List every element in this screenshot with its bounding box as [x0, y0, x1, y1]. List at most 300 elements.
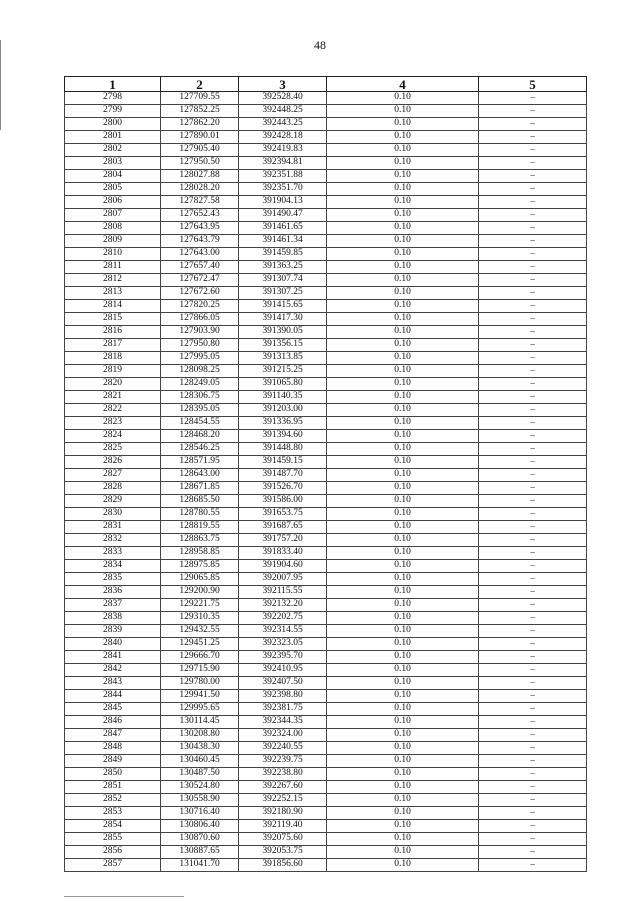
- point-number-cell: 2855: [65, 833, 161, 846]
- table-row: [65, 742, 587, 755]
- accuracy-cell: 0.10: [327, 287, 479, 300]
- note-cell: –: [479, 599, 587, 612]
- x-coordinate-cell: 130558.90: [161, 794, 239, 807]
- x-coordinate-cell: 129941.50: [161, 690, 239, 703]
- point-number-cell: 2808: [65, 222, 161, 235]
- x-coordinate-cell: 128098.25: [161, 365, 239, 378]
- accuracy-cell: 0.10: [327, 456, 479, 469]
- table-row: [65, 677, 587, 690]
- y-coordinate-cell: 392240.55: [239, 742, 327, 755]
- table-row: [65, 261, 587, 274]
- note-cell: –: [479, 235, 587, 248]
- scan-edge-mark: [0, 40, 1, 130]
- accuracy-cell: 0.10: [327, 846, 479, 859]
- note-cell: –: [479, 807, 587, 820]
- x-coordinate-cell: 127905.40: [161, 144, 239, 157]
- note-cell: –: [479, 274, 587, 287]
- table-header-row: [65, 77, 587, 92]
- note-cell: –: [479, 508, 587, 521]
- column-header-4: 4: [327, 77, 479, 92]
- point-number-cell: 2829: [65, 495, 161, 508]
- x-coordinate-cell: 129200.90: [161, 586, 239, 599]
- accuracy-cell: 0.10: [327, 222, 479, 235]
- accuracy-cell: 0.10: [327, 261, 479, 274]
- note-cell: –: [479, 703, 587, 716]
- x-coordinate-cell: 127827.58: [161, 196, 239, 209]
- accuracy-cell: 0.10: [327, 690, 479, 703]
- y-coordinate-cell: 392324.00: [239, 729, 327, 742]
- x-coordinate-cell: 130114.45: [161, 716, 239, 729]
- table-row: [65, 690, 587, 703]
- note-cell: –: [479, 820, 587, 833]
- table-row: [65, 599, 587, 612]
- x-coordinate-cell: 128468.20: [161, 430, 239, 443]
- note-cell: –: [479, 131, 587, 144]
- x-coordinate-cell: 130208.80: [161, 729, 239, 742]
- point-number-cell: 2841: [65, 651, 161, 664]
- point-number-cell: 2804: [65, 170, 161, 183]
- table-row: [65, 820, 587, 833]
- note-cell: –: [479, 521, 587, 534]
- accuracy-cell: 0.10: [327, 404, 479, 417]
- point-number-cell: 2831: [65, 521, 161, 534]
- y-coordinate-cell: 392202.75: [239, 612, 327, 625]
- table-row: [65, 781, 587, 794]
- y-coordinate-cell: 392323.05: [239, 638, 327, 651]
- y-coordinate-cell: 391215.25: [239, 365, 327, 378]
- accuracy-cell: 0.10: [327, 209, 479, 222]
- x-coordinate-cell: 128027.88: [161, 170, 239, 183]
- note-cell: –: [479, 261, 587, 274]
- point-number-cell: 2848: [65, 742, 161, 755]
- point-number-cell: 2832: [65, 534, 161, 547]
- x-coordinate-cell: 130460.45: [161, 755, 239, 768]
- accuracy-cell: 0.10: [327, 326, 479, 339]
- note-cell: –: [479, 794, 587, 807]
- table-row: [65, 183, 587, 196]
- note-cell: –: [479, 482, 587, 495]
- table-row: [65, 131, 587, 144]
- note-cell: –: [479, 378, 587, 391]
- note-cell: –: [479, 118, 587, 131]
- accuracy-cell: 0.10: [327, 157, 479, 170]
- x-coordinate-cell: 128395.05: [161, 404, 239, 417]
- table-row: [65, 807, 587, 820]
- point-number-cell: 2850: [65, 768, 161, 781]
- note-cell: –: [479, 495, 587, 508]
- note-cell: –: [479, 573, 587, 586]
- x-coordinate-cell: 129780.00: [161, 677, 239, 690]
- point-number-cell: 2814: [65, 300, 161, 313]
- point-number-cell: 2854: [65, 820, 161, 833]
- x-coordinate-cell: 129310.35: [161, 612, 239, 625]
- y-coordinate-cell: 391757.20: [239, 534, 327, 547]
- table-row: [65, 209, 587, 222]
- table-row: [65, 469, 587, 482]
- point-number-cell: 2846: [65, 716, 161, 729]
- y-coordinate-cell: 392407.50: [239, 677, 327, 690]
- table-row: [65, 729, 587, 742]
- note-cell: –: [479, 196, 587, 209]
- point-number-cell: 2800: [65, 118, 161, 131]
- y-coordinate-cell: 392351.88: [239, 170, 327, 183]
- y-coordinate-cell: 392443.25: [239, 118, 327, 131]
- x-coordinate-cell: 129221.75: [161, 599, 239, 612]
- note-cell: –: [479, 729, 587, 742]
- x-coordinate-cell: 127820.25: [161, 300, 239, 313]
- x-coordinate-cell: 127643.95: [161, 222, 239, 235]
- x-coordinate-cell: 129432.55: [161, 625, 239, 638]
- table-row: [65, 521, 587, 534]
- y-coordinate-cell: 391065.80: [239, 378, 327, 391]
- point-number-cell: 2810: [65, 248, 161, 261]
- accuracy-cell: 0.10: [327, 638, 479, 651]
- table-row: [65, 157, 587, 170]
- table-row: [65, 651, 587, 664]
- y-coordinate-cell: 392252.15: [239, 794, 327, 807]
- y-coordinate-cell: 392448.25: [239, 105, 327, 118]
- table-row: [65, 391, 587, 404]
- table-row: [65, 755, 587, 768]
- y-coordinate-cell: 391336.95: [239, 417, 327, 430]
- point-number-cell: 2821: [65, 391, 161, 404]
- x-coordinate-cell: 128863.75: [161, 534, 239, 547]
- y-coordinate-cell: 392410.95: [239, 664, 327, 677]
- accuracy-cell: 0.10: [327, 807, 479, 820]
- x-coordinate-cell: 127643.79: [161, 235, 239, 248]
- point-number-cell: 2835: [65, 573, 161, 586]
- y-coordinate-cell: 392075.60: [239, 833, 327, 846]
- accuracy-cell: 0.10: [327, 599, 479, 612]
- accuracy-cell: 0.10: [327, 547, 479, 560]
- accuracy-cell: 0.10: [327, 794, 479, 807]
- table-row: [65, 508, 587, 521]
- note-cell: –: [479, 469, 587, 482]
- point-number-cell: 2823: [65, 417, 161, 430]
- point-number-cell: 2828: [65, 482, 161, 495]
- y-coordinate-cell: 391417.30: [239, 313, 327, 326]
- table-row: [65, 430, 587, 443]
- y-coordinate-cell: 392314.55: [239, 625, 327, 638]
- table-row: [65, 768, 587, 781]
- x-coordinate-cell: 127950.80: [161, 339, 239, 352]
- y-coordinate-cell: 391356.15: [239, 339, 327, 352]
- x-coordinate-cell: 127643.00: [161, 248, 239, 261]
- x-coordinate-cell: 130806.40: [161, 820, 239, 833]
- x-coordinate-cell: 129451.25: [161, 638, 239, 651]
- y-coordinate-cell: 391307.25: [239, 287, 327, 300]
- accuracy-cell: 0.10: [327, 482, 479, 495]
- table-row: [65, 287, 587, 300]
- x-coordinate-cell: 127950.50: [161, 157, 239, 170]
- y-coordinate-cell: 392381.75: [239, 703, 327, 716]
- table-row: [65, 716, 587, 729]
- y-coordinate-cell: 391487.70: [239, 469, 327, 482]
- table-row: [65, 339, 587, 352]
- x-coordinate-cell: 128306.75: [161, 391, 239, 404]
- x-coordinate-cell: 128819.55: [161, 521, 239, 534]
- note-cell: –: [479, 560, 587, 573]
- table-row: [65, 378, 587, 391]
- column-header-3: 3: [239, 77, 327, 92]
- accuracy-cell: 0.10: [327, 105, 479, 118]
- point-number-cell: 2827: [65, 469, 161, 482]
- x-coordinate-cell: 130524.80: [161, 781, 239, 794]
- y-coordinate-cell: 391461.34: [239, 235, 327, 248]
- note-cell: –: [479, 300, 587, 313]
- accuracy-cell: 0.10: [327, 560, 479, 573]
- note-cell: –: [479, 781, 587, 794]
- point-number-cell: 2803: [65, 157, 161, 170]
- point-number-cell: 2834: [65, 560, 161, 573]
- point-number-cell: 2851: [65, 781, 161, 794]
- table-row: [65, 352, 587, 365]
- point-number-cell: 2812: [65, 274, 161, 287]
- page-number: 48: [314, 38, 326, 52]
- point-number-cell: 2824: [65, 430, 161, 443]
- note-cell: –: [479, 404, 587, 417]
- note-cell: –: [479, 287, 587, 300]
- table-row: [65, 404, 587, 417]
- y-coordinate-cell: 392398.80: [239, 690, 327, 703]
- point-number-cell: 2839: [65, 625, 161, 638]
- note-cell: –: [479, 534, 587, 547]
- column-header-1: 1: [65, 77, 161, 92]
- note-cell: –: [479, 716, 587, 729]
- x-coordinate-cell: 127657.40: [161, 261, 239, 274]
- note-cell: –: [479, 365, 587, 378]
- table-row: [65, 482, 587, 495]
- table-row: [65, 274, 587, 287]
- note-cell: –: [479, 690, 587, 703]
- x-coordinate-cell: 128571.95: [161, 456, 239, 469]
- accuracy-cell: 0.10: [327, 495, 479, 508]
- y-coordinate-cell: 391586.00: [239, 495, 327, 508]
- point-number-cell: 2815: [65, 313, 161, 326]
- y-coordinate-cell: 391140.35: [239, 391, 327, 404]
- table-row: [65, 560, 587, 573]
- accuracy-cell: 0.10: [327, 391, 479, 404]
- column-header-2: 2: [161, 77, 239, 92]
- y-coordinate-cell: 392419.83: [239, 144, 327, 157]
- point-number-cell: 2811: [65, 261, 161, 274]
- accuracy-cell: 0.10: [327, 677, 479, 690]
- table-row: [65, 638, 587, 651]
- table-row: [65, 456, 587, 469]
- accuracy-cell: 0.10: [327, 534, 479, 547]
- coordinates-table: [64, 76, 587, 872]
- x-coordinate-cell: 127890.01: [161, 131, 239, 144]
- x-coordinate-cell: 129065.85: [161, 573, 239, 586]
- accuracy-cell: 0.10: [327, 469, 479, 482]
- y-coordinate-cell: 392180.90: [239, 807, 327, 820]
- point-number-cell: 2816: [65, 326, 161, 339]
- point-number-cell: 2807: [65, 209, 161, 222]
- y-coordinate-cell: 392119.40: [239, 820, 327, 833]
- x-coordinate-cell: 127672.60: [161, 287, 239, 300]
- y-coordinate-cell: 391904.13: [239, 196, 327, 209]
- accuracy-cell: 0.10: [327, 833, 479, 846]
- table-row: [65, 846, 587, 859]
- y-coordinate-cell: 392351.70: [239, 183, 327, 196]
- x-coordinate-cell: 129666.70: [161, 651, 239, 664]
- point-number-cell: 2857: [65, 859, 161, 872]
- y-coordinate-cell: 391490.47: [239, 209, 327, 222]
- accuracy-cell: 0.10: [327, 248, 479, 261]
- note-cell: –: [479, 586, 587, 599]
- y-coordinate-cell: 391313.85: [239, 352, 327, 365]
- table-row: [65, 300, 587, 313]
- accuracy-cell: 0.10: [327, 508, 479, 521]
- table-row: [65, 664, 587, 677]
- point-number-cell: 2805: [65, 183, 161, 196]
- x-coordinate-cell: 131041.70: [161, 859, 239, 872]
- x-coordinate-cell: 128643.00: [161, 469, 239, 482]
- y-coordinate-cell: 392132.20: [239, 599, 327, 612]
- point-number-cell: 2809: [65, 235, 161, 248]
- point-number-cell: 2836: [65, 586, 161, 599]
- note-cell: –: [479, 755, 587, 768]
- accuracy-cell: 0.10: [327, 859, 479, 872]
- x-coordinate-cell: 127862.20: [161, 118, 239, 131]
- accuracy-cell: 0.10: [327, 703, 479, 716]
- x-coordinate-cell: 127995.05: [161, 352, 239, 365]
- y-coordinate-cell: 391904.60: [239, 560, 327, 573]
- point-number-cell: 2843: [65, 677, 161, 690]
- x-coordinate-cell: 127866.05: [161, 313, 239, 326]
- point-number-cell: 2820: [65, 378, 161, 391]
- accuracy-cell: 0.10: [327, 742, 479, 755]
- point-number-cell: 2838: [65, 612, 161, 625]
- y-coordinate-cell: 391856.60: [239, 859, 327, 872]
- point-number-cell: 2813: [65, 287, 161, 300]
- accuracy-cell: 0.10: [327, 586, 479, 599]
- table-row: [65, 794, 587, 807]
- note-cell: –: [479, 352, 587, 365]
- note-cell: –: [479, 859, 587, 872]
- table-row: [65, 573, 587, 586]
- table-row: [65, 625, 587, 638]
- y-coordinate-cell: 391526.70: [239, 482, 327, 495]
- table-row: [65, 248, 587, 261]
- note-cell: –: [479, 248, 587, 261]
- point-number-cell: 2845: [65, 703, 161, 716]
- accuracy-cell: 0.10: [327, 183, 479, 196]
- y-coordinate-cell: 391653.75: [239, 508, 327, 521]
- y-coordinate-cell: 392394.81: [239, 157, 327, 170]
- note-cell: –: [479, 651, 587, 664]
- note-cell: –: [479, 742, 587, 755]
- y-coordinate-cell: 391390.05: [239, 326, 327, 339]
- x-coordinate-cell: 128249.05: [161, 378, 239, 391]
- x-coordinate-cell: 128028.20: [161, 183, 239, 196]
- x-coordinate-cell: 129715.90: [161, 664, 239, 677]
- point-number-cell: 2822: [65, 404, 161, 417]
- y-coordinate-cell: 392053.75: [239, 846, 327, 859]
- point-number-cell: 2852: [65, 794, 161, 807]
- column-header-5: 5: [479, 77, 587, 92]
- accuracy-cell: 0.10: [327, 274, 479, 287]
- x-coordinate-cell: 127852.25: [161, 105, 239, 118]
- accuracy-cell: 0.10: [327, 781, 479, 794]
- y-coordinate-cell: 391307.74: [239, 274, 327, 287]
- x-coordinate-cell: 130487.50: [161, 768, 239, 781]
- accuracy-cell: 0.10: [327, 170, 479, 183]
- x-coordinate-cell: 127672.47: [161, 274, 239, 287]
- accuracy-cell: 0.10: [327, 664, 479, 677]
- accuracy-cell: 0.10: [327, 443, 479, 456]
- note-cell: –: [479, 443, 587, 456]
- x-coordinate-cell: 128975.85: [161, 560, 239, 573]
- y-coordinate-cell: 392007.95: [239, 573, 327, 586]
- table-row: [65, 703, 587, 716]
- y-coordinate-cell: 392428.18: [239, 131, 327, 144]
- point-number-cell: 2802: [65, 144, 161, 157]
- y-coordinate-cell: 391203.00: [239, 404, 327, 417]
- note-cell: –: [479, 430, 587, 443]
- note-cell: –: [479, 391, 587, 404]
- table-row: [65, 417, 587, 430]
- point-number-cell: 2830: [65, 508, 161, 521]
- y-coordinate-cell: 391448.80: [239, 443, 327, 456]
- accuracy-cell: 0.10: [327, 131, 479, 144]
- table-row: [65, 313, 587, 326]
- point-number-cell: 2837: [65, 599, 161, 612]
- table-row: [65, 534, 587, 547]
- y-coordinate-cell: 391687.65: [239, 521, 327, 534]
- accuracy-cell: 0.10: [327, 352, 479, 365]
- note-cell: –: [479, 768, 587, 781]
- accuracy-cell: 0.10: [327, 716, 479, 729]
- note-cell: –: [479, 417, 587, 430]
- accuracy-cell: 0.10: [327, 521, 479, 534]
- accuracy-cell: 0.10: [327, 573, 479, 586]
- x-coordinate-cell: 130870.60: [161, 833, 239, 846]
- y-coordinate-cell: 391415.65: [239, 300, 327, 313]
- accuracy-cell: 0.10: [327, 820, 479, 833]
- x-coordinate-cell: 128454.55: [161, 417, 239, 430]
- x-coordinate-cell: 129995.65: [161, 703, 239, 716]
- table-row: [65, 144, 587, 157]
- y-coordinate-cell: 391459.15: [239, 456, 327, 469]
- note-cell: –: [479, 638, 587, 651]
- accuracy-cell: 0.10: [327, 729, 479, 742]
- point-number-cell: 2801: [65, 131, 161, 144]
- note-cell: –: [479, 833, 587, 846]
- x-coordinate-cell: 127903.90: [161, 326, 239, 339]
- table-row: [65, 443, 587, 456]
- note-cell: –: [479, 209, 587, 222]
- y-coordinate-cell: 392395.70: [239, 651, 327, 664]
- table-row: [65, 365, 587, 378]
- accuracy-cell: 0.10: [327, 339, 479, 352]
- note-cell: –: [479, 170, 587, 183]
- note-cell: –: [479, 183, 587, 196]
- accuracy-cell: 0.10: [327, 430, 479, 443]
- note-cell: –: [479, 144, 587, 157]
- y-coordinate-cell: 391833.40: [239, 547, 327, 560]
- table-row: [65, 235, 587, 248]
- note-cell: –: [479, 664, 587, 677]
- point-number-cell: 2844: [65, 690, 161, 703]
- note-cell: –: [479, 625, 587, 638]
- y-coordinate-cell: 392115.55: [239, 586, 327, 599]
- point-number-cell: 2799: [65, 105, 161, 118]
- point-number-cell: 2849: [65, 755, 161, 768]
- y-coordinate-cell: 392528.40: [239, 92, 327, 105]
- point-number-cell: 2856: [65, 846, 161, 859]
- table-row: [65, 547, 587, 560]
